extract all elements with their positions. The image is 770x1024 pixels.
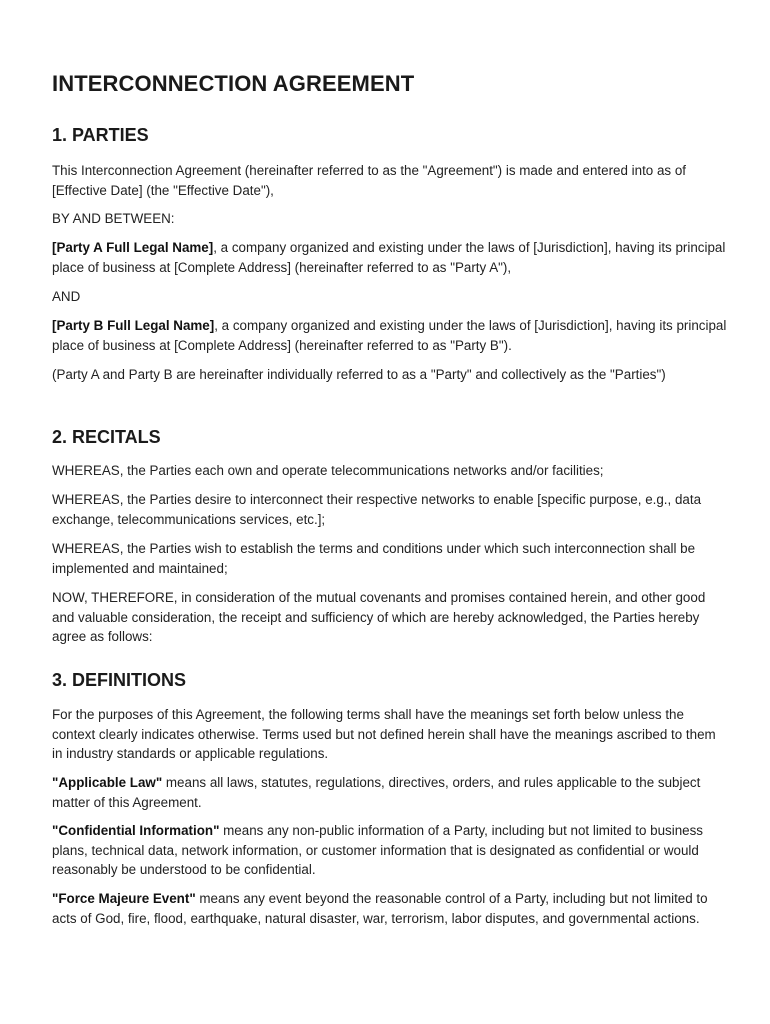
- party-a-name: [Party A Full Legal Name]: [52, 240, 214, 255]
- definition-confidential-information: [52, 821, 727, 880]
- party-a-paragraph: [52, 238, 727, 277]
- definition-force-majeure: [52, 889, 727, 928]
- party-b-details: , a company organized and existing under the laws of [Jurisdiction], having its principal place of business at [Complete Address] (hereinafter referred to as "Party B").: [52, 318, 727, 353]
- recital-whereas-2: WHEREAS, the Parties desire to interconnect their respective networks to enable [specific purpose, e.g., data exchange, telecommunications services, etc.];: [52, 492, 702, 527]
- definition-text: means any event beyond the reasonable control of a Party, including but not limited to acts of God, fire, flood, earthquake, natural disaster, war, terrorism, labor disputes, and governmental actions.: [52, 891, 708, 926]
- and-text: AND: [52, 289, 81, 304]
- definition-text: means any non-public information of a Party, including but not limited to business plans, technical data, network information, or customer information that is designated as confidential or would reasonably be understood to be confidential.: [52, 823, 704, 877]
- parties-intro-paragraph: This Interconnection Agreement (hereinafter referred to as the "Agreement") is made and entered into as of [Effective Date] (the "Effective Date"),: [52, 163, 687, 198]
- document-title: INTERCONNECTION AGREEMENT: [52, 71, 415, 96]
- party-a-details: , a company organized and existing under the laws of [Jurisdiction], having its principal place of business at [Complete Address] (hereinafter referred to as "Party A"),: [52, 240, 726, 275]
- recital-whereas-3: WHEREAS, the Parties wish to establish the terms and conditions under which such interconnection shall be implemented and maintained;: [52, 541, 696, 576]
- definitions-intro-paragraph: For the purposes of this Agreement, the following terms shall have the meanings set forth below unless the context clearly indicates otherwise. Terms used but not defined herein shall have the meanings ascribed to them in industry standards or applicable regulations.: [52, 707, 716, 761]
- party-b-name: [Party B Full Legal Name]: [52, 318, 215, 333]
- section-heading-definitions: 3. DEFINITIONS: [52, 670, 187, 690]
- definition-applicable-law: [52, 773, 727, 812]
- recital-whereas-1: WHEREAS, the Parties each own and operate telecommunications networks and/or facilities;: [52, 463, 604, 478]
- recital-now-therefore: NOW, THEREFORE, in consideration of the mutual covenants and promises contained herein, and other good and valuable consideration, the receipt and sufficiency of which are hereby acknowledged, the Parties hereby agree as follows:: [52, 590, 706, 644]
- parties-collective-paragraph: (Party A and Party B are hereinafter individually referred to as a "Party" and collectively as the "Parties"): [52, 367, 666, 382]
- definition-term: "Confidential Information": [52, 823, 220, 838]
- party-b-paragraph: [52, 316, 727, 355]
- section-heading-recitals: 2. RECITALS: [52, 427, 161, 447]
- definition-text: means all laws, statutes, regulations, directives, orders, and rules applicable to the subject matter of this Agreement.: [52, 775, 701, 810]
- definition-term: "Force Majeure Event": [52, 891, 196, 906]
- section-heading-parties: 1. PARTIES: [52, 125, 149, 145]
- by-and-between-text: BY AND BETWEEN:: [52, 211, 175, 226]
- definition-term: "Applicable Law": [52, 775, 163, 790]
